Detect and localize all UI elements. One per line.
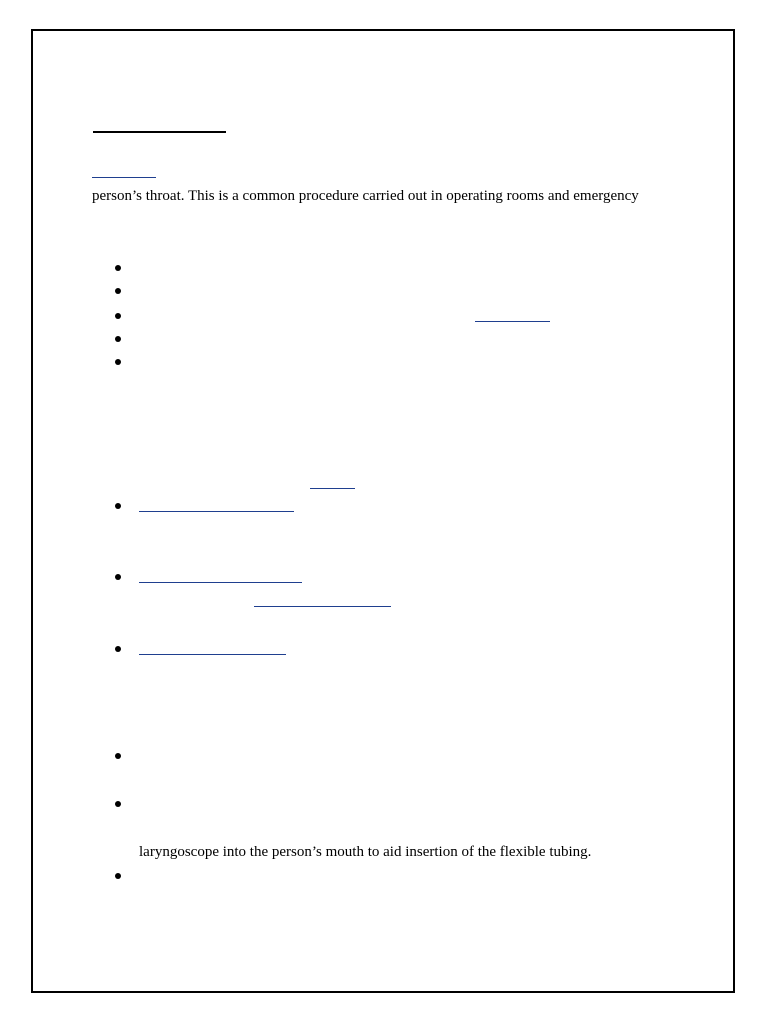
bullet-point bbox=[115, 801, 121, 807]
intro-paragraph-line: person’s throat. This is a common procedure carried out in operating rooms and emergency bbox=[92, 188, 639, 204]
bullet-point bbox=[115, 503, 121, 509]
resource-link-underline[interactable] bbox=[139, 582, 302, 583]
title-underline bbox=[93, 131, 226, 133]
section-link-underline[interactable] bbox=[310, 488, 355, 489]
resource-link-underline[interactable] bbox=[139, 511, 294, 512]
bullet-point bbox=[115, 359, 121, 365]
bullet-point bbox=[115, 753, 121, 759]
bullet-point bbox=[115, 313, 121, 319]
bullet-point bbox=[115, 336, 121, 342]
bullet-point bbox=[115, 265, 121, 271]
bullet-point bbox=[115, 288, 121, 294]
bullet-point bbox=[115, 574, 121, 580]
list-link-underline[interactable] bbox=[475, 321, 550, 322]
bullet-point bbox=[115, 873, 121, 879]
resource-link-underline[interactable] bbox=[254, 606, 391, 607]
procedure-paragraph-line: laryngoscope into the person’s mouth to aid insertion of the flexible tubing. bbox=[139, 844, 592, 860]
resource-link-underline[interactable] bbox=[139, 654, 286, 655]
bullet-point bbox=[115, 646, 121, 652]
intro-link-underline[interactable] bbox=[92, 177, 156, 178]
